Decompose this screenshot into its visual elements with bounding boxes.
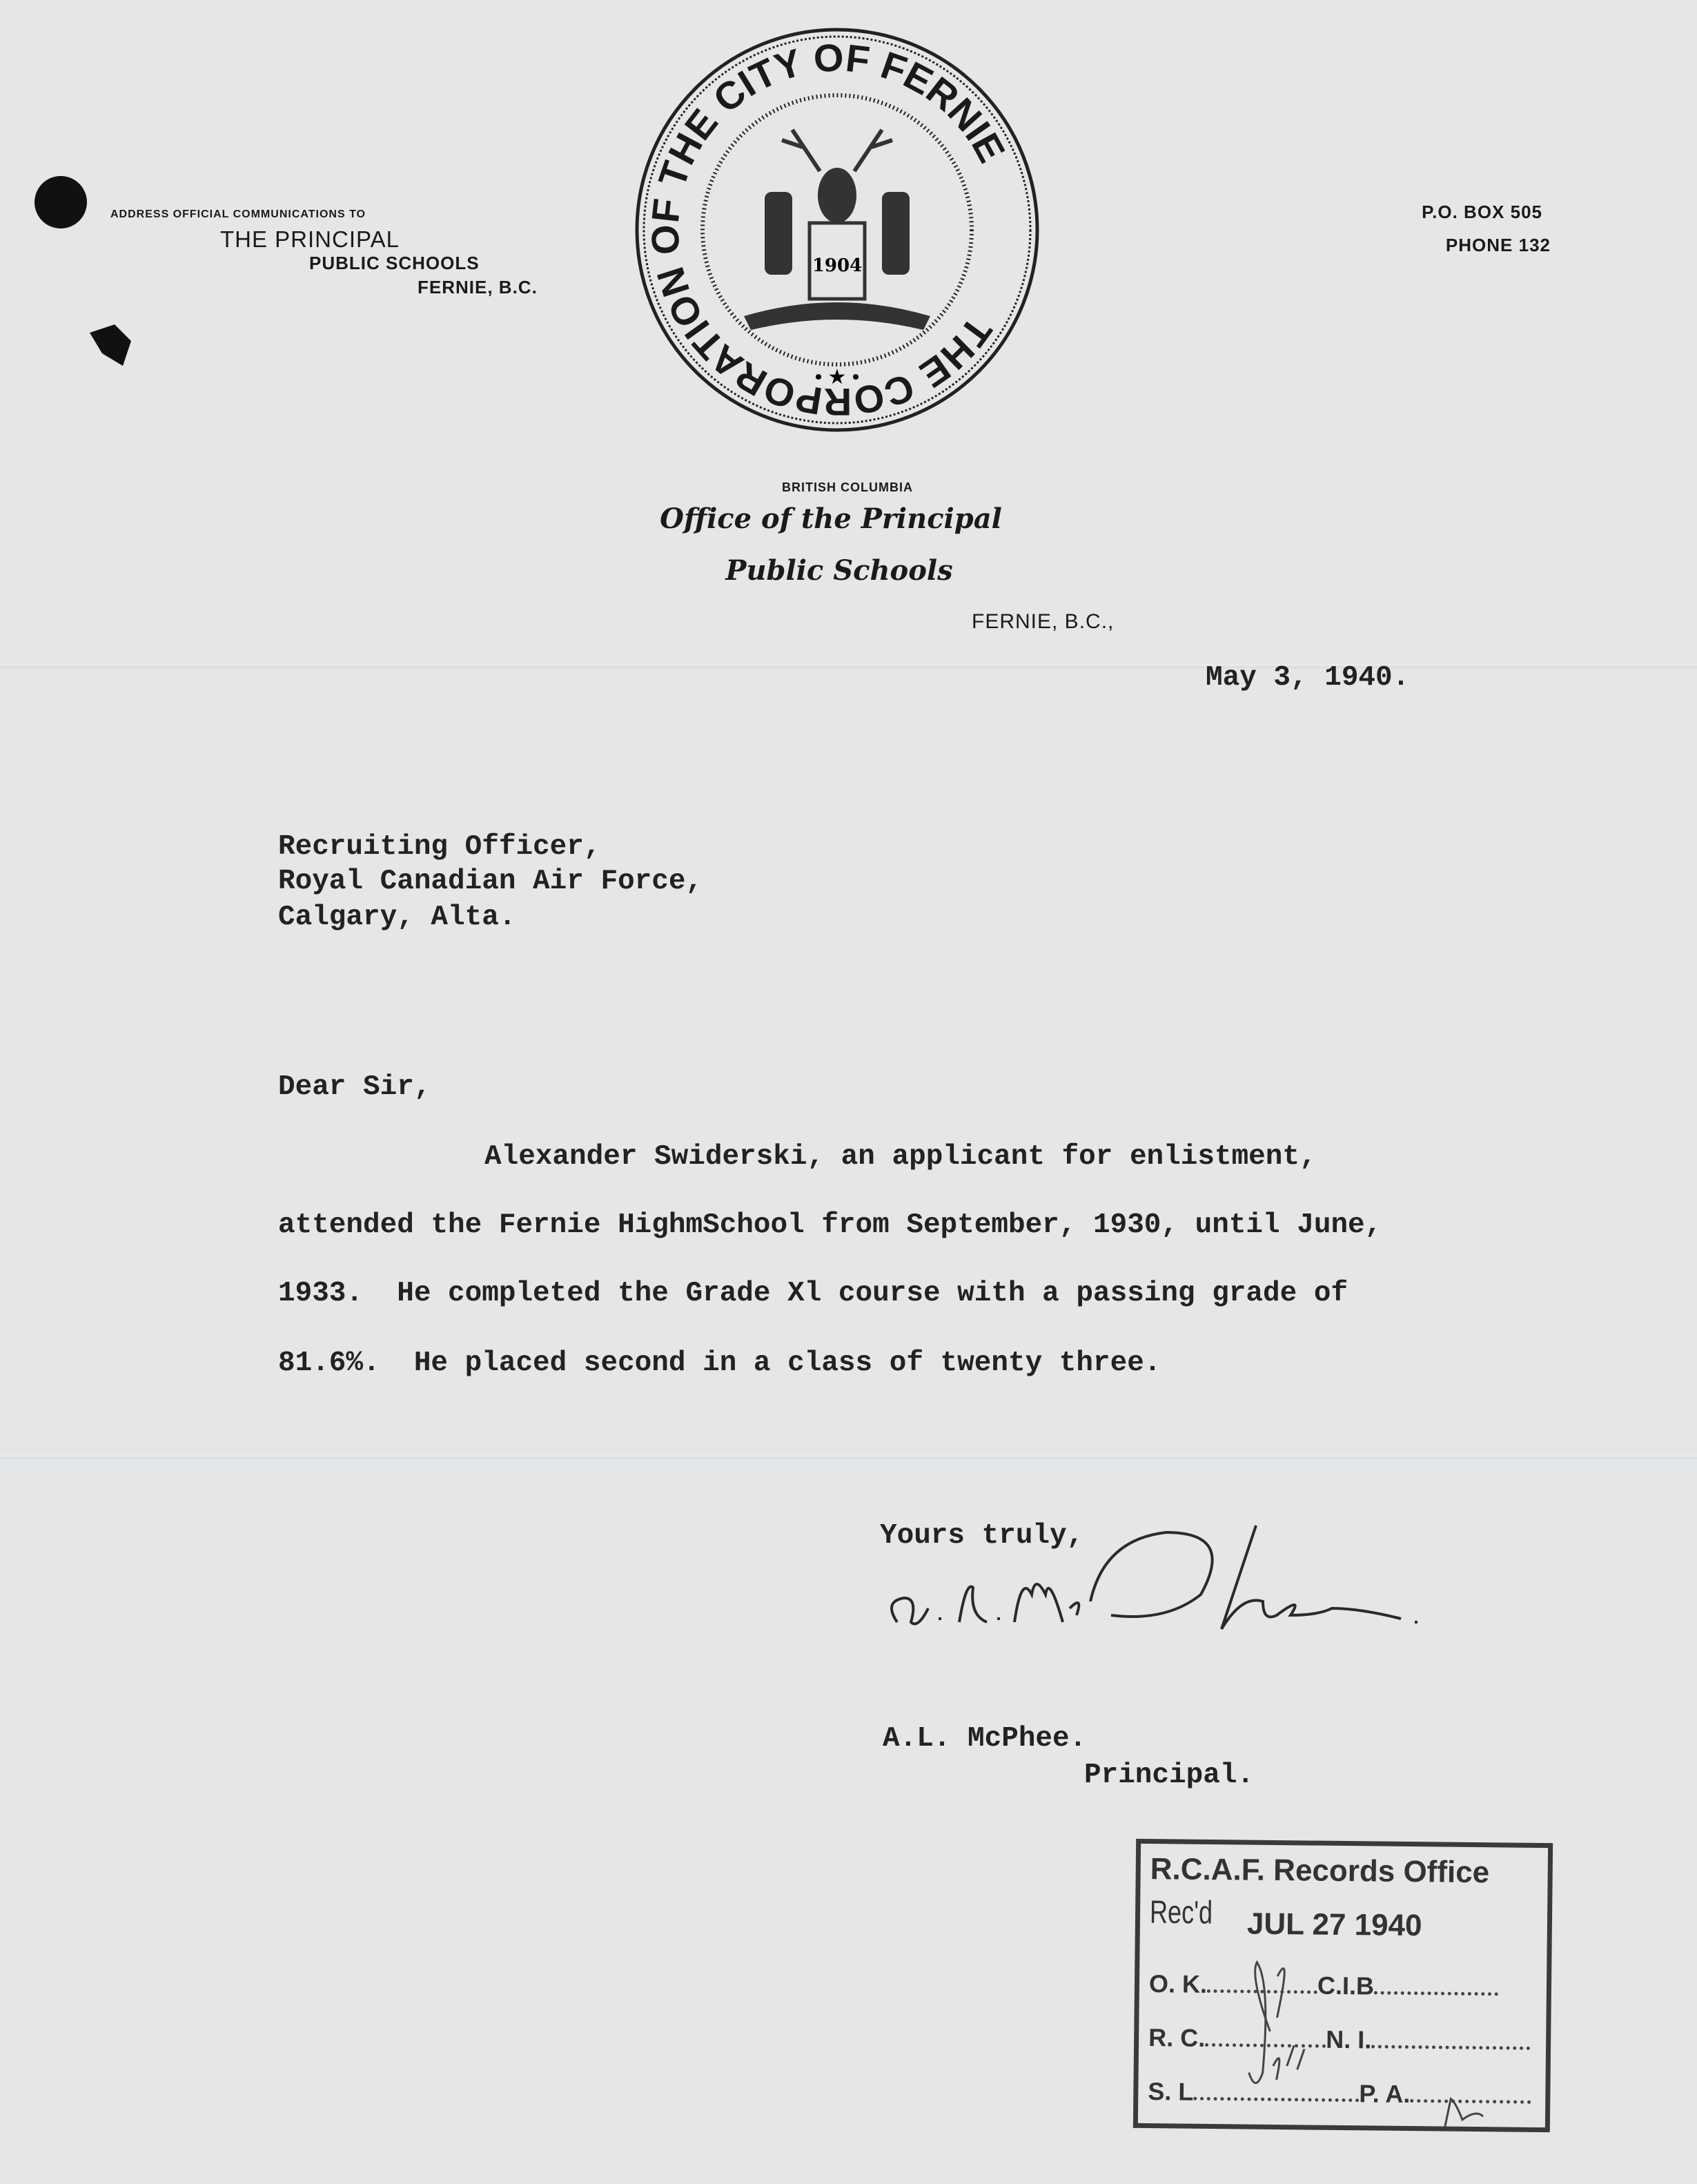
received-stamp	[1133, 1839, 1553, 2132]
seal-year: 1904	[812, 255, 863, 276]
body-line: 1933. He completed the Grade Xl course with a passing grade of	[278, 1278, 1348, 1309]
body-line: 81.6%. He placed second in a class of twenty three.	[278, 1347, 1161, 1379]
fold-line	[0, 1455, 1697, 1459]
address-label: ADDRESS OFFICIAL COMMUNICATIONS TO	[110, 208, 366, 220]
recipient-line: Royal Canadian Air Force,	[278, 866, 703, 897]
seal-text: THE CORPORATION OF THE CITY OF FERNIE	[642, 35, 1014, 425]
signature	[876, 1519, 1484, 1670]
stamp-title: R.C.A.F. Records Office	[1150, 1852, 1490, 1890]
stamp-field: P. A.	[1359, 2079, 1411, 2109]
stamp-recd-label: Rec'd	[1149, 1893, 1213, 1931]
city: FERNIE, B.C.	[418, 277, 538, 298]
office-heading: Office of the Principal	[660, 503, 1002, 535]
schools-heading: Public Schools	[725, 554, 953, 587]
stamp-field: N. I.	[1325, 2025, 1372, 2054]
star-icon: • ★ •	[814, 366, 860, 389]
stamp-field: S. L	[1148, 2077, 1194, 2106]
phone: PHONE 132	[1445, 235, 1551, 255]
closing: Yours truly,	[880, 1520, 1084, 1552]
stamp-field: O. K.	[1148, 1969, 1208, 1998]
signer-name: A.L. McPhee.	[883, 1723, 1087, 1755]
salutation: Dear Sir,	[278, 1071, 431, 1103]
po-box: P.O. BOX 505	[1422, 202, 1542, 222]
dept: PUBLIC SCHOOLS	[309, 253, 480, 273]
signer-title: Principal.	[1084, 1759, 1255, 1791]
letter-date: May 3, 1940.	[1206, 662, 1410, 694]
city-seal	[634, 26, 1041, 433]
province: BRITISH COLUMBIA	[782, 480, 913, 494]
addressee: THE PRINCIPAL	[220, 226, 400, 252]
stamp-date: JUL 27 1940	[1246, 1907, 1422, 1943]
stamp-initials	[1207, 1934, 1499, 2130]
elk-crest-icon	[744, 130, 930, 330]
body-line: attended the Fernie HighmSchool from September, 1930, until June,	[278, 1209, 1382, 1241]
place: FERNIE, B.C.,	[972, 610, 1115, 633]
stamp-field: R. C.	[1148, 2023, 1206, 2052]
punch-hole	[35, 176, 87, 228]
fold-line	[0, 664, 1697, 668]
stamp-field: C.I.B	[1317, 1971, 1375, 2000]
recipient-line: Recruiting Officer,	[278, 831, 601, 863]
recipient-line: Calgary, Alta.	[278, 901, 516, 933]
body-line: Alexander Swiderski, an applicant for enlistment,	[484, 1141, 1317, 1173]
paper-tear	[90, 324, 131, 366]
